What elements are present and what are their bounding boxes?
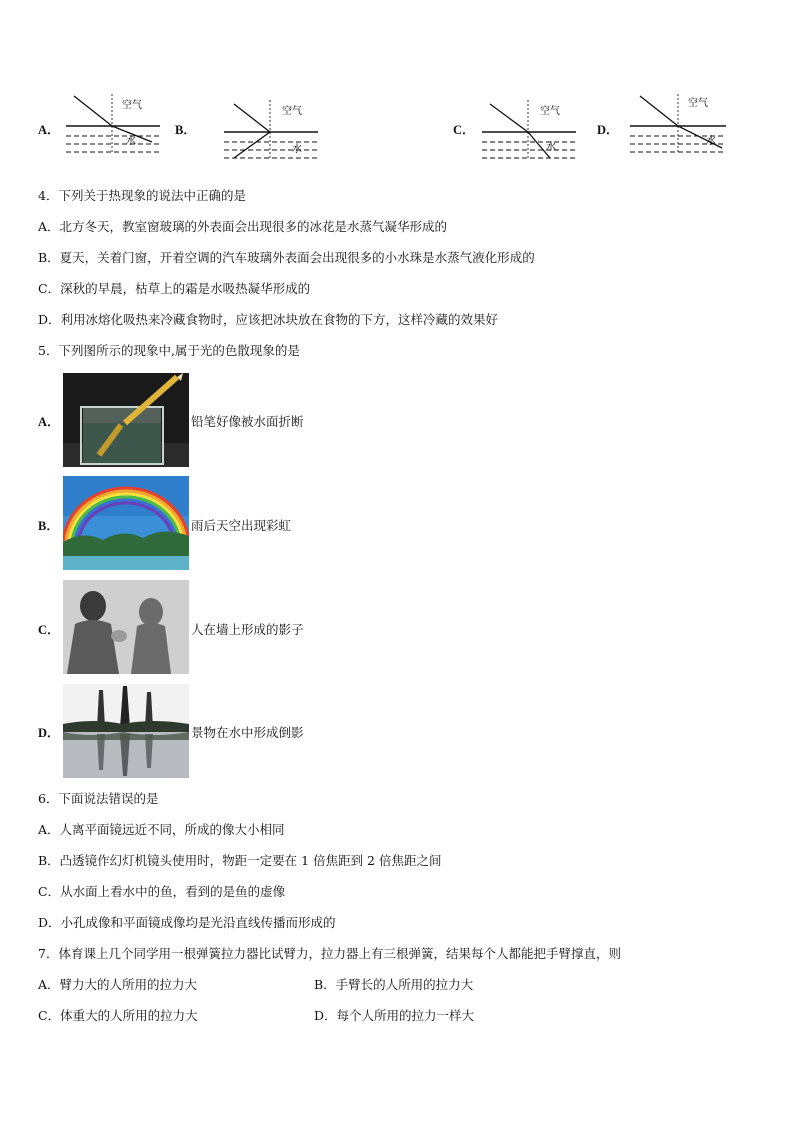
q3d-air-label: 空气 (688, 98, 708, 109)
q5-option-a-label: A． (38, 415, 60, 429)
q6-option-c: C．从水面上看水中的鱼，看到的是鱼的虚像 (38, 884, 286, 899)
q3c-water-label: 水 (546, 142, 556, 153)
q6-option-a: A．人离平面镜远近不同，所成的像大小相同 (38, 822, 285, 837)
q3d-water-label: 水 (706, 136, 716, 147)
q5-option-b-caption: 雨后天空出现彩虹 (191, 518, 292, 533)
q3b-water-label: 水 (292, 144, 302, 155)
q3-option-c-label: C． (453, 123, 475, 137)
rainbow-photo (63, 476, 189, 570)
q7-stem: 7．体育课上几个同学用一根弹簧拉力器比试臂力，拉力器上有三根弹簧，结果每个人都能把手臂撑直，则 (38, 946, 621, 961)
q4-option-c: C．深秋的早晨，枯草上的霜是水吸热凝华形成的 (38, 281, 311, 296)
q4-stem: 4．下列关于热现象的说法中正确的是 (38, 188, 246, 203)
q5-option-d-label: D． (38, 726, 60, 740)
q6-stem: 6．下面说法错误的是 (38, 791, 159, 806)
q3-option-a-diagram (62, 92, 162, 154)
q3-option-d-diagram (626, 92, 730, 154)
q3c-air-label: 空气 (540, 106, 560, 117)
q4-option-d: D．利用冰熔化吸热来冷藏食物时，应该把冰块放在食物的下方，这样冷藏的效果好 (38, 312, 499, 327)
q5-stem: 5．下列图所示的现象中,属于光的色散现象的是 (38, 343, 300, 358)
q3-option-d-label: D． (597, 123, 619, 137)
q3-option-c-diagram (478, 98, 578, 160)
q5-option-c-caption: 人在墙上形成的影子 (191, 622, 304, 637)
q7-option-a: A．臂力大的人所用的拉力大 (38, 977, 198, 992)
q7-option-b: B．手臂长的人所用的拉力大 (314, 977, 474, 992)
pencil-in-water-photo (63, 373, 189, 467)
q3b-air-label: 空气 (282, 106, 302, 117)
q3-option-b-diagram (220, 98, 320, 160)
q5-option-d-caption: 景物在水中形成倒影 (191, 725, 304, 740)
q5-option-a-caption: 铅笔好像被水面折断 (191, 414, 304, 429)
q5-option-c-label: C． (38, 623, 60, 637)
shadow-photo (63, 580, 189, 674)
q3a-air-label: 空气 (122, 100, 142, 111)
q3-option-a-label: A． (38, 123, 60, 137)
q7-option-d: D．每个人所用的拉力一样大 (314, 1008, 475, 1023)
q4-option-a: A．北方冬天，教室窗玻璃的外表面会出现很多的冰花是水蒸气凝华形成的 (38, 219, 448, 234)
reflection-photo (63, 684, 189, 778)
q6-option-d: D．小孔成像和平面镜成像均是光沿直线传播而形成的 (38, 915, 336, 930)
q4-option-b: B．夏天，关着门窗，开着空调的汽车玻璃外表面会出现很多的小水珠是水蒸气液化形成的 (38, 250, 535, 265)
q3-option-b-label: B． (175, 123, 196, 137)
q5-option-b-label: B． (38, 519, 59, 533)
q6-option-b: B．凸透镜作幻灯机镜头使用时，物距一定要在 1 倍焦距到 2 倍焦距之间 (38, 853, 442, 868)
q3a-water-label: 水 (126, 136, 136, 147)
q7-option-c: C．体重大的人所用的拉力大 (38, 1008, 198, 1023)
